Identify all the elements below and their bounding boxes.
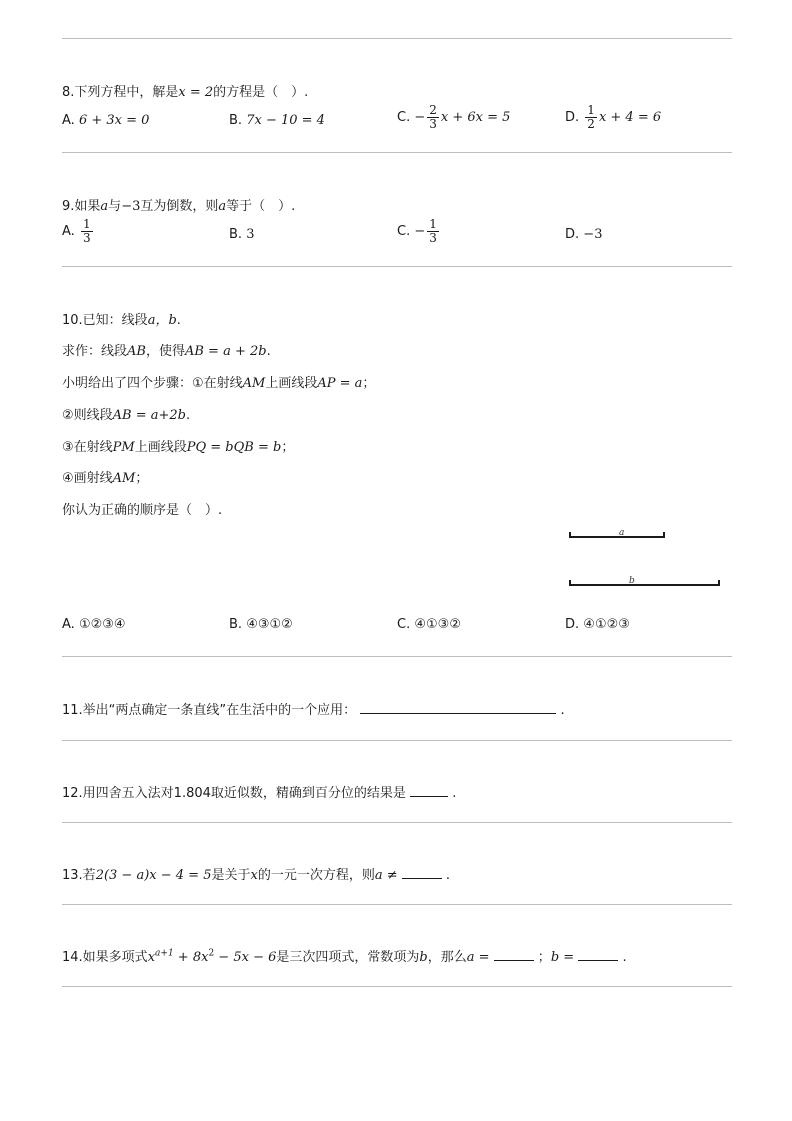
q8-option-a[interactable] (62, 113, 149, 128)
option-expr: 3 (246, 227, 255, 242)
q10-option-a[interactable] (62, 617, 126, 632)
denominator: 3 (429, 117, 437, 131)
q10-text: 上画线段 (265, 376, 318, 391)
option-label: D. (565, 110, 580, 125)
q13-var-x: x (250, 868, 258, 883)
denominator: 3 (429, 231, 437, 245)
q10-math: AP = a (317, 376, 363, 391)
q11-stem (62, 699, 565, 718)
divider-q14 (62, 986, 732, 987)
fraction (585, 104, 597, 131)
divider-top (62, 38, 732, 39)
q10-text: 你认为正确的顺序是（ ）. (62, 503, 223, 518)
q10-math: PQ = bQB = b (186, 440, 282, 455)
q14-var-b: b (419, 950, 428, 965)
fraction (427, 104, 439, 131)
q10-math: PM (112, 440, 135, 455)
q10-line-5 (62, 436, 294, 455)
option-label: C. (397, 110, 411, 125)
q10-math: AB = a + 2b (184, 344, 267, 359)
q10-line-4 (62, 404, 190, 423)
q14-end: . (622, 950, 627, 965)
q14-answer-blank-a[interactable] (494, 946, 534, 961)
q9-option-c[interactable] (397, 218, 441, 245)
option-expr: ①②③④ (78, 617, 126, 632)
numerator: 1 (429, 217, 437, 231)
q9-var-a: a (218, 199, 227, 214)
q10-math: AB (127, 344, 146, 359)
q10-text: ，使得 (145, 344, 185, 359)
numerator: 1 (587, 103, 595, 117)
q10-line-7 (62, 499, 222, 518)
q10-option-b[interactable] (229, 617, 293, 632)
option-label: A. (62, 113, 75, 128)
q14-text: ； (537, 950, 551, 965)
option-expr: 6 + 3x = 0 (78, 113, 150, 128)
q10-math: AB = a+2b (112, 408, 186, 423)
q10-line-2 (62, 340, 271, 359)
q9-stem (62, 195, 295, 214)
q14-stem (62, 946, 627, 965)
q10-text: 求作：线段 (62, 344, 128, 359)
option-expr: −3 (583, 227, 603, 242)
q14-exponent: 2 (208, 948, 215, 959)
q10-math: a，b (147, 313, 177, 328)
numerator: 1 (82, 217, 91, 231)
q11-end: . (560, 703, 565, 718)
q14-text: 是三次四项式，常数项为 (276, 950, 420, 965)
q13-text: 的一元一次方程，则 (257, 868, 375, 883)
q9-option-a[interactable] (62, 218, 95, 245)
q10-text: ； (281, 440, 295, 455)
q10-option-d[interactable] (565, 617, 630, 632)
option-label: C. (397, 617, 411, 632)
option-label: D. (565, 227, 580, 242)
option-label: A. (62, 617, 75, 632)
q9-number: −3 (121, 199, 141, 214)
q14-math: x (147, 950, 156, 965)
option-label: B. (229, 617, 243, 632)
q9-stem-text: 与 (108, 199, 122, 214)
option-expr: ④③①② (246, 617, 293, 632)
q10-text: . (176, 313, 181, 328)
q10-text: ； (362, 376, 376, 391)
q10-line-3 (62, 372, 375, 391)
q8-stem (62, 81, 308, 100)
q10-text: ②则线段 (62, 408, 113, 423)
q10-text: ③在射线 (62, 440, 113, 455)
option-expr: ④①③② (414, 617, 461, 632)
q10-option-c[interactable] (397, 617, 461, 632)
q13-text: 13.若 (62, 868, 96, 883)
q14-text: 14.如果多项式 (62, 950, 148, 965)
option-label: D. (565, 617, 580, 632)
q10-math: AM (112, 471, 136, 486)
q9-stem-text: 9.如果 (62, 199, 101, 214)
divider-q12 (62, 822, 732, 823)
q11-answer-blank[interactable] (360, 699, 556, 714)
option-label: B. (229, 227, 243, 242)
q12-text: 12.用四舍五入法对1.804取近似数，精确到百分位的结果是 (62, 786, 406, 801)
divider-q13 (62, 904, 732, 905)
minus-sign: − (414, 110, 426, 125)
denominator: 3 (82, 231, 91, 245)
q8-stem-end: 的方程是（ ）. (213, 85, 309, 100)
option-expr: x + 4 = 6 (598, 110, 662, 125)
divider-q10 (62, 656, 732, 657)
q14-text: ，那么 (427, 950, 467, 965)
q14-math: + 8x (173, 950, 209, 965)
q8-option-b[interactable] (229, 113, 325, 128)
q8-stem-text: 8.下列方程中，解是 (62, 85, 179, 100)
segment-b (569, 584, 720, 586)
q13-math: 2(3 − a)x − 4 = 5 (95, 868, 212, 883)
option-expr: x + 6x = 5 (440, 110, 511, 125)
divider-q11 (62, 740, 732, 741)
denominator: 2 (587, 117, 595, 131)
q13-end: . (445, 868, 451, 883)
option-expr: ④①②③ (583, 617, 630, 632)
q10-text: 上画线段 (134, 440, 187, 455)
q10-line-1 (62, 309, 181, 328)
q13-text: 是关于 (211, 868, 251, 883)
q10-text: ； (135, 471, 149, 486)
segment-b-label: b (629, 576, 635, 586)
numerator: 2 (429, 103, 437, 117)
q9-stem-text: 互为倒数，则 (140, 199, 219, 214)
q12-stem (62, 782, 456, 801)
q13-stem (62, 864, 450, 883)
q9-var-a: a (100, 199, 109, 214)
q9-stem-end: 等于（ ）. (226, 199, 296, 214)
segment-a (569, 536, 665, 538)
option-label: A. (62, 224, 75, 239)
minus-sign: − (414, 224, 426, 239)
divider-q9 (62, 266, 732, 267)
option-label: C. (397, 224, 411, 239)
q14-exponent: a+1 (155, 948, 174, 959)
q10-text: ④画射线 (62, 471, 113, 486)
q10-text: 小明给出了四个步骤：①在射线 (62, 376, 243, 391)
q10-line-6 (62, 467, 148, 486)
q9-option-b[interactable] (229, 227, 254, 242)
q12-end: . (452, 786, 457, 801)
q8-stem-math: x = 2 (178, 85, 214, 100)
fraction (81, 218, 93, 245)
fraction (427, 218, 439, 245)
q14-math: a = (466, 950, 490, 965)
q8-option-c[interactable] (397, 104, 510, 131)
q9-option-d[interactable] (565, 227, 602, 242)
q10-text: . (186, 408, 191, 423)
q10-text: 10.已知：线段 (62, 313, 148, 328)
option-label: B. (229, 113, 243, 128)
q14-math: b = (550, 950, 575, 965)
divider-q8 (62, 152, 732, 153)
q13-answer-blank[interactable] (402, 864, 442, 879)
q11-text: 11.举出“两点确定一条直线”在生活中的一个应用： (62, 703, 357, 718)
q14-answer-blank-b[interactable] (578, 946, 618, 961)
segment-a-label: a (619, 528, 625, 538)
q10-text: . (266, 344, 271, 359)
q12-answer-blank[interactable] (410, 782, 448, 797)
q14-math: − 5x − 6 (214, 950, 277, 965)
q10-math: AM (242, 376, 266, 391)
option-expr: 7x − 10 = 4 (246, 113, 325, 128)
q8-option-d[interactable] (565, 104, 661, 131)
q13-math: a ≠ (374, 868, 398, 883)
